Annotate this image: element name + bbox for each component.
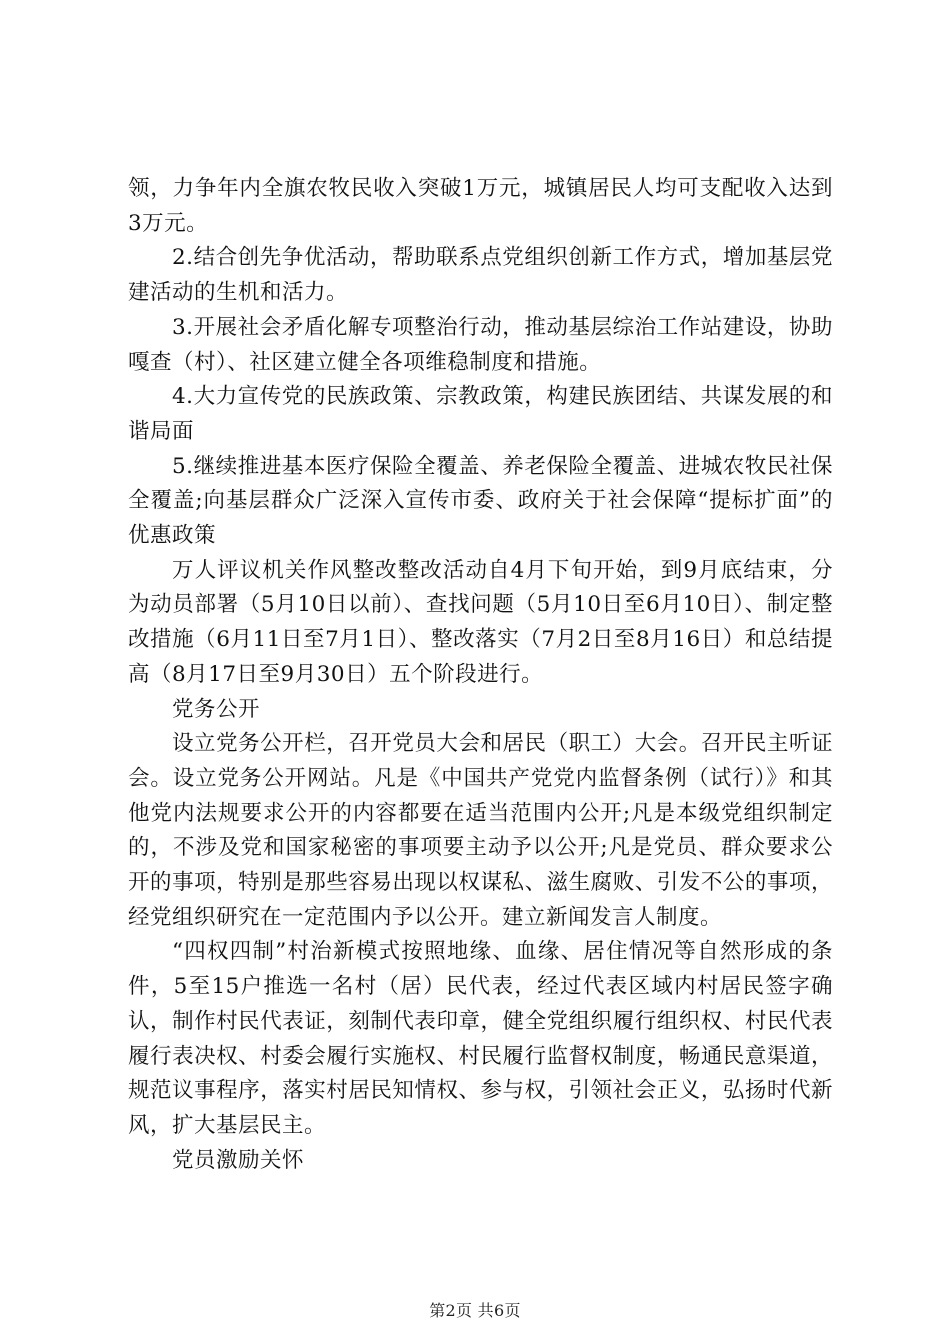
paragraph-item-3: 3.开展社会矛盾化解专项整治行动，推动基层综治工作站建设，协助嘎查（村）、社区建立健全各项维稳制度和措施。: [128, 314, 833, 375]
section-heading-party-affairs: 党务公开: [172, 696, 261, 722]
paragraph-item-4: 4.大力宣传党的民族政策、宗教政策，构建民族团结、共谋发展的和谐局面: [128, 384, 833, 444]
document-body: [128, 172, 833, 1178]
paragraph-income-goal: 领，力争年内全旗农牧民收入突破1万元，城镇居民人均可支配收入达到3万元。: [128, 176, 833, 236]
paragraph-item-5: 5.继续推进基本医疗保险全覆盖、养老保险全覆盖、进城农牧民社保全覆盖;向基层群众广泛深入宣传市委、政府关于社会保障“提标扩面”的优惠政策: [128, 453, 833, 549]
page-number-footer: 第2页 共6页: [429, 1301, 521, 1320]
section-heading-member-care: 党员激励关怀: [172, 1147, 305, 1173]
paragraph-party-affairs-disclosure: 设立党务公开栏，召开党员大会和居民（职工）大会。召开民主听证会。设立党务公开网站。凡是《中国共产党党内监督条例（试行）》和其他党内法规要求公开的内容都要在适当范围内公开;凡是本级党组织制定的，不涉及党和国家秘密的事项要主动予以公开;凡是党员、群众要求公开的事项，特别是那些容易出现以权谋私、滋生腐败、引发不公的事项，经党组织研究在一定范围内予以公开。建立新闻发言人制度。: [128, 731, 833, 930]
paragraph-evaluation-schedule: 万人评议机关作风整改整改活动自4月下旬开始，到9月底结束，分为动员部署（5月10日以前）、查找问题（5月10日至6月10日）、制定整改措施（6月11日至7月1日）、整改落实（7月2日至8月16日）和总结提高（8月17日至9月30日）五个阶段进行。: [128, 557, 833, 687]
paragraph-four-rights-model: “四权四制”村治新模式按照地缘、血缘、居住情况等自然形成的条件，5至15户推选一名村（居）民代表，经过代表区域内村居民签字确认，制作村民代表证，刻制代表印章，健全党组织履行组织权、村民代表履行表决权、村委会履行实施权、村民履行监督权制度，畅通民意渠道，规范议事程序，落实村居民知情权、参与权，引领社会正义，弘扬时代新风，扩大基层民主。: [128, 939, 833, 1138]
paragraph-item-2: 2.结合创先争优活动，帮助联系点党组织创新工作方式，增加基层党建活动的生机和活力。: [128, 245, 833, 306]
